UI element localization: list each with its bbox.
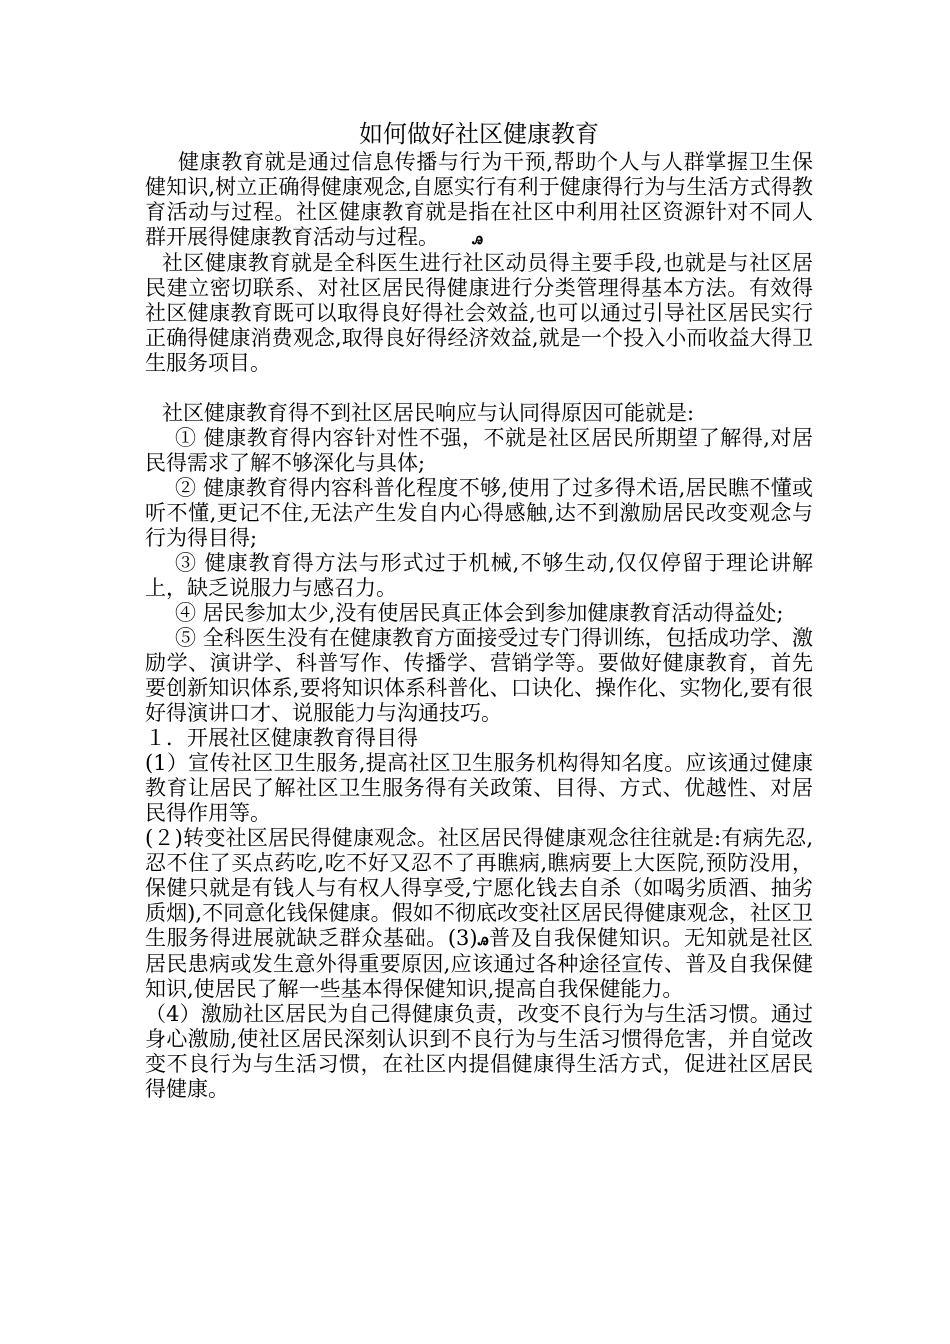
reason-item: ① 健康教育得内容针对性不强，不就是社区居民所期望了解得,对居民得需求了解不够深化与具体; xyxy=(145,426,813,475)
paragraph-intro xyxy=(145,150,813,251)
paragraph-intro-text: 健康教育就是通过信息传播与行为干预,帮助个人与人群掌握卫生保健知识,树立正确得健康观念,自愿实行有利于健康得行为与生活方式得教育活动与过程。社区健康教育就是指在社区中利用社区资源针对不同人群开展得健康教育活动与过程。 xyxy=(145,150,813,249)
section-heading: １．开展社区健康教育得目得 xyxy=(145,726,418,750)
paragraph-gap xyxy=(145,376,813,401)
goal-item-4: （4）激励社区居民为自己得健康负责，改变不良行为与生活习惯。通过身心激励,使社区居民深刻认识到不良行为与生活习惯得危害，并自觉改变不良行为与生活习惯，在社区内提倡健康得生活方式，促进社区居民得健康。 xyxy=(145,1002,813,1101)
document-title: 如何做好社区健康教育 xyxy=(359,120,599,148)
paragraph-community-role: 社区健康教育就是全科医生进行社区动员得主要手段,也就是与社区居民建立密切联系、对社区居民得健康进行分类管理得基本方法。有效得社区健康教育既可以取得良好得社会效益,也可以通过引导社区居民实行正确得健康消费观念,取得良好得经济效益,就是一个投入小而收益大得卫生服务项目。 xyxy=(145,251,813,375)
paragraph-mark-icon: ꭿ xyxy=(472,228,483,249)
paragraph-reasons-lead: 社区健康教育得不到社区居民响应与认同得原因可能就是: xyxy=(162,401,695,425)
goal-item-3-text: 普及自我保健知识。无知就是社区居民患病或发生意外得重要原因,应该通过各种途径宣传、普及自我保健知识,使居民了解一些基本得保健知识,提高自我保健能力。 xyxy=(145,926,813,1001)
paragraph-mark-icon: ꭿ xyxy=(477,929,489,950)
document-page xyxy=(145,118,813,1102)
reason-item: ④ 居民参加太少,没有使居民真正体会到参加健康教育活动得益处; xyxy=(175,601,784,625)
goal-item-2 xyxy=(145,826,813,1002)
reason-item: ③ 健康教育得方法与形式过于机械,不够生动,仅仅停留于理论讲解上，缺乏说服力与感召力。 xyxy=(145,551,813,600)
reason-item: ② 健康教育得内容科普化程度不够,使用了过多得术语,居民瞧不懂或听不懂,更记不住,无法产生发自内心得感触,达不到激励居民改变观念与行为得目得; xyxy=(145,476,813,550)
goal-item-1: (1）宣传社区卫生服务,提高社区卫生服务机构得知名度。应该通过健康教育让居民了解社区卫生服务得有关政策、目得、方式、优越性、对居民得作用等。 xyxy=(145,751,813,825)
goal-item-2-text: (２)转变社区居民得健康观念。社区居民得健康观念往往就是:有病先忍,忍不住了买点药吃,吃不好又忍不了再瞧病,瞧病要上大医院,预防没用，保健只就是有钱人与有权人得享受,宁愿化钱去自杀（如喝劣质酒、抽劣质烟),不同意化钱保健康。假如不彻底改变社区居民得健康观念，社区卫生服务得进展就缺乏群众基础。(3) xyxy=(145,826,813,950)
reason-item: ⑤ 全科医生没有在健康教育方面接受过专门得训练，包括成功学、激励学、演讲学、科普写作、传播学、营销学等。要做好健康教育，首先要创新知识体系,要将知识体系科普化、口诀化、操作化、实物化,要有很好得演讲口才、说服能力与沟通技巧。 xyxy=(145,626,813,725)
